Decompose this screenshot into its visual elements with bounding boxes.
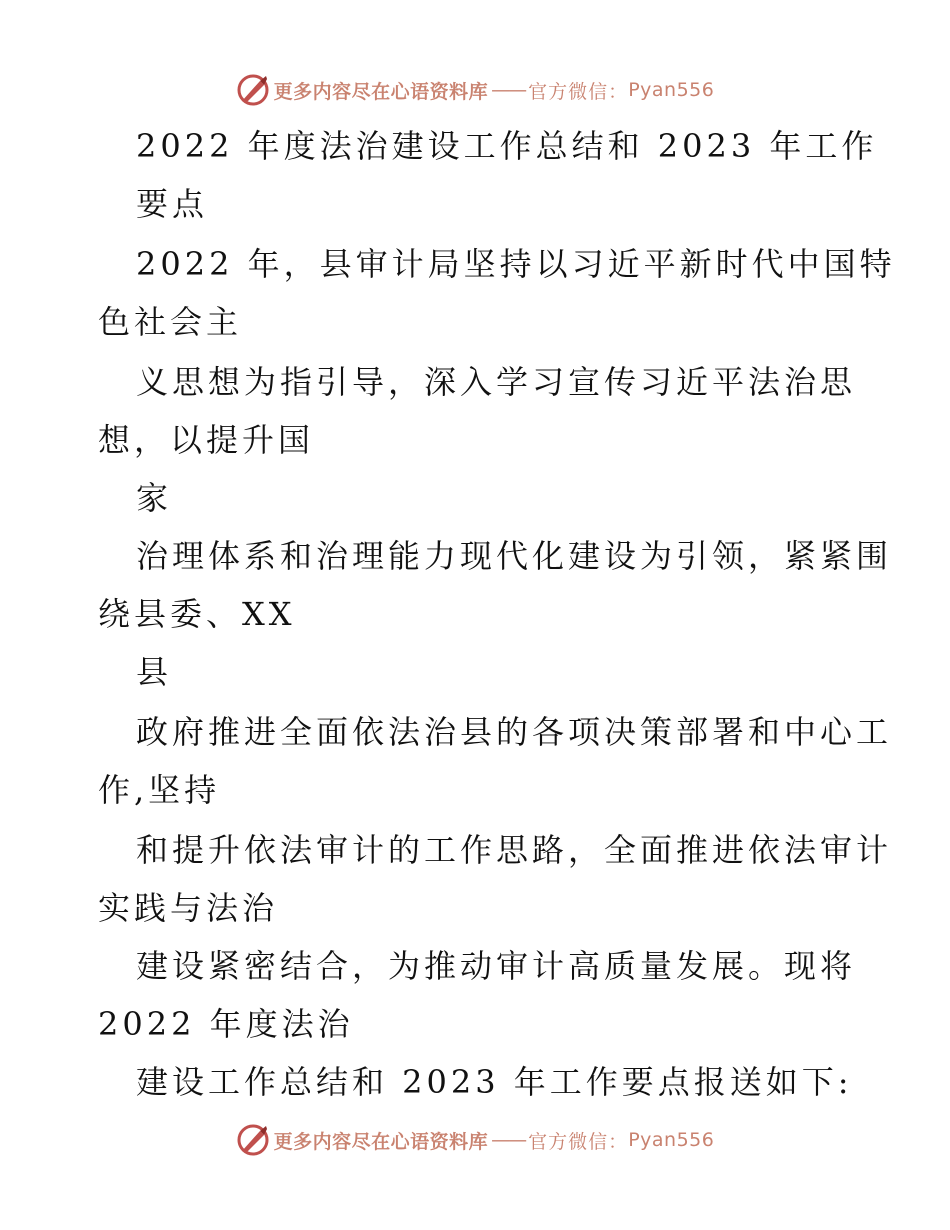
- quill-logo-icon: [236, 1123, 270, 1157]
- paragraph-line: 和提升依法审计的工作思路，全面推进依法审计: [136, 831, 893, 869]
- watermark-dash: ——: [491, 79, 526, 101]
- watermark-label: 官方微信：: [528, 1130, 629, 1153]
- paragraph-line: 2022 年，县审计局坚持以习近平新时代中国特: [136, 245, 896, 283]
- paragraph-line: 作,坚持: [98, 771, 221, 809]
- paragraph-line: 建设工作总结和 2023 年工作要点报送如下:: [136, 1063, 853, 1101]
- watermark-wechat-id: Pyan556: [628, 79, 715, 101]
- watermark-main-text: 更多内容尽在心语资料库: [273, 1130, 489, 1153]
- paragraph-line: 家: [136, 479, 173, 517]
- quill-logo-icon: [236, 73, 270, 107]
- paragraph-line: 义思想为指引导，深入学习宣传习近平法治思: [136, 363, 857, 401]
- doc-title-line-1: 2022 年度法治建设工作总结和 2023 年工作: [136, 127, 878, 165]
- paragraph-line: 治理体系和治理能力现代化建设为引领，紧紧围: [136, 537, 893, 575]
- paragraph-line: 色社会主: [98, 303, 243, 341]
- paragraph-line: 实践与法治: [98, 889, 279, 927]
- paragraph-line: 政府推进全面依法治县的各项决策部署和中心工: [136, 713, 893, 751]
- paragraph-line: 县: [136, 653, 173, 691]
- paragraph-line: 建设紧密结合，为推动审计高质量发展。现将: [136, 947, 857, 985]
- doc-title-line-2: 要点: [136, 185, 209, 223]
- paragraph-line: 绕县委、XX: [98, 595, 296, 633]
- watermark-footer: [0, 1122, 950, 1158]
- watermark-dash: ——: [491, 1129, 526, 1151]
- watermark-wechat-id: Pyan556: [628, 1129, 715, 1151]
- watermark-label: 官方微信：: [528, 80, 629, 103]
- paragraph-line: 2022 年度法治: [98, 1005, 354, 1043]
- paragraph-line: 想，以提升国: [98, 421, 315, 459]
- watermark-main-text: 更多内容尽在心语资料库: [273, 80, 489, 103]
- watermark-header: [0, 72, 950, 108]
